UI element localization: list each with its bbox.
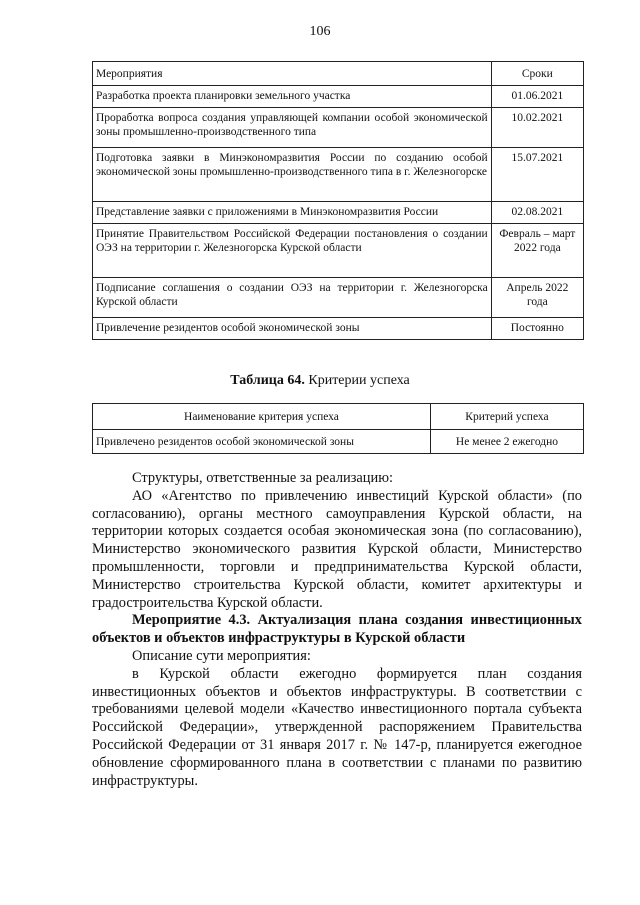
success-criteria-table [92,403,584,454]
date-cell: Постоянно [491,318,583,340]
table-caption-label: Таблица 64. [230,373,305,388]
column-header-events: Мероприятия [93,62,492,86]
table-row [93,108,584,148]
table-header-row [93,404,584,430]
table-caption [0,373,640,389]
paragraph-responsible-list: АО «Агентство по привлечению инвестиций Курской области» (по согласованию), органы местного самоуправления Курской области, на территории которых создается особая экономическая зона (по согласованию), Министерство экономического развития Курской области, Министерство промышленности, торговли и предпринимательства Курской области, Министерство строительства Курской области, комитет архитектуры и градостроительства Курской области. [92,487,582,611]
column-header-dates: Сроки [491,62,583,86]
paragraph-description-heading: Описание сути мероприятия: [132,647,311,664]
event-cell: Представление заявки с приложениями в Минэкономразвития России [93,202,492,224]
table-caption-title: Критерии успеха [308,373,410,388]
table-row [93,202,584,224]
table-row [93,224,584,278]
table-row [93,278,584,318]
column-header-criterion-name: Наименование критерия успеха [93,404,431,430]
events-table [92,61,584,340]
date-cell: 02.08.2021 [491,202,583,224]
date-cell: 10.02.2021 [491,108,583,148]
criterion-name-cell: Привлечено резидентов особой экономической зоны [93,430,431,454]
paragraph-description: в Курской области ежегодно формируется план создания инвестиционных объектов и объектов инфраструктуры. В соответствии с требованиями целевой модели «Качество инвестиционного портала субъекта Российской Федерации», утвержденной распоряжением Правительства Российской Федерации от 31 января 2017 г. № 147-р, планируется ежегодное обновление сформированного плана в соответствии с планами по развитию инфраструктуры. [92,665,582,789]
criterion-value-cell: Не менее 2 ежегодно [430,430,583,454]
event-cell: Подготовка заявки в Минэкономразвития России по созданию особой экономической зоны промышленно-производственного типа в г. Железногорске [93,148,492,202]
table-row [93,430,584,454]
table-row [93,86,584,108]
paragraph-responsible-heading: Структуры, ответственные за реализацию: [132,470,393,486]
column-header-criterion: Критерий успеха [430,404,583,430]
event-cell: Разработка проекта планировки земельного участка [93,86,492,108]
date-cell: Февраль – март 2022 года [491,224,583,278]
event-cell: Подписание соглашения о создании ОЭЗ на территории г. Железногорска Курской области [93,278,492,318]
event-cell: Принятие Правительством Российской Федерации постановления о создании ОЭЗ на территории г. Железногорска Курской области [93,224,492,278]
page-number: 106 [309,24,331,39]
date-cell: Апрель 2022 года [491,278,583,318]
date-cell: 15.07.2021 [491,148,583,202]
table-header-row [93,62,584,86]
document-body [92,470,582,790]
paragraph-measure-title: Мероприятие 4.3. Актуализация плана создания инвестиционных объектов и объектов инфраструктуры в Курской области [92,612,582,647]
date-cell: 01.06.2021 [491,86,583,108]
table-row [93,148,584,202]
event-cell: Проработка вопроса создания управляющей компании особой экономической зоны промышленно-производственного типа [93,108,492,148]
table-row [93,318,584,340]
event-cell: Привлечение резидентов особой экономической зоны [93,318,492,340]
